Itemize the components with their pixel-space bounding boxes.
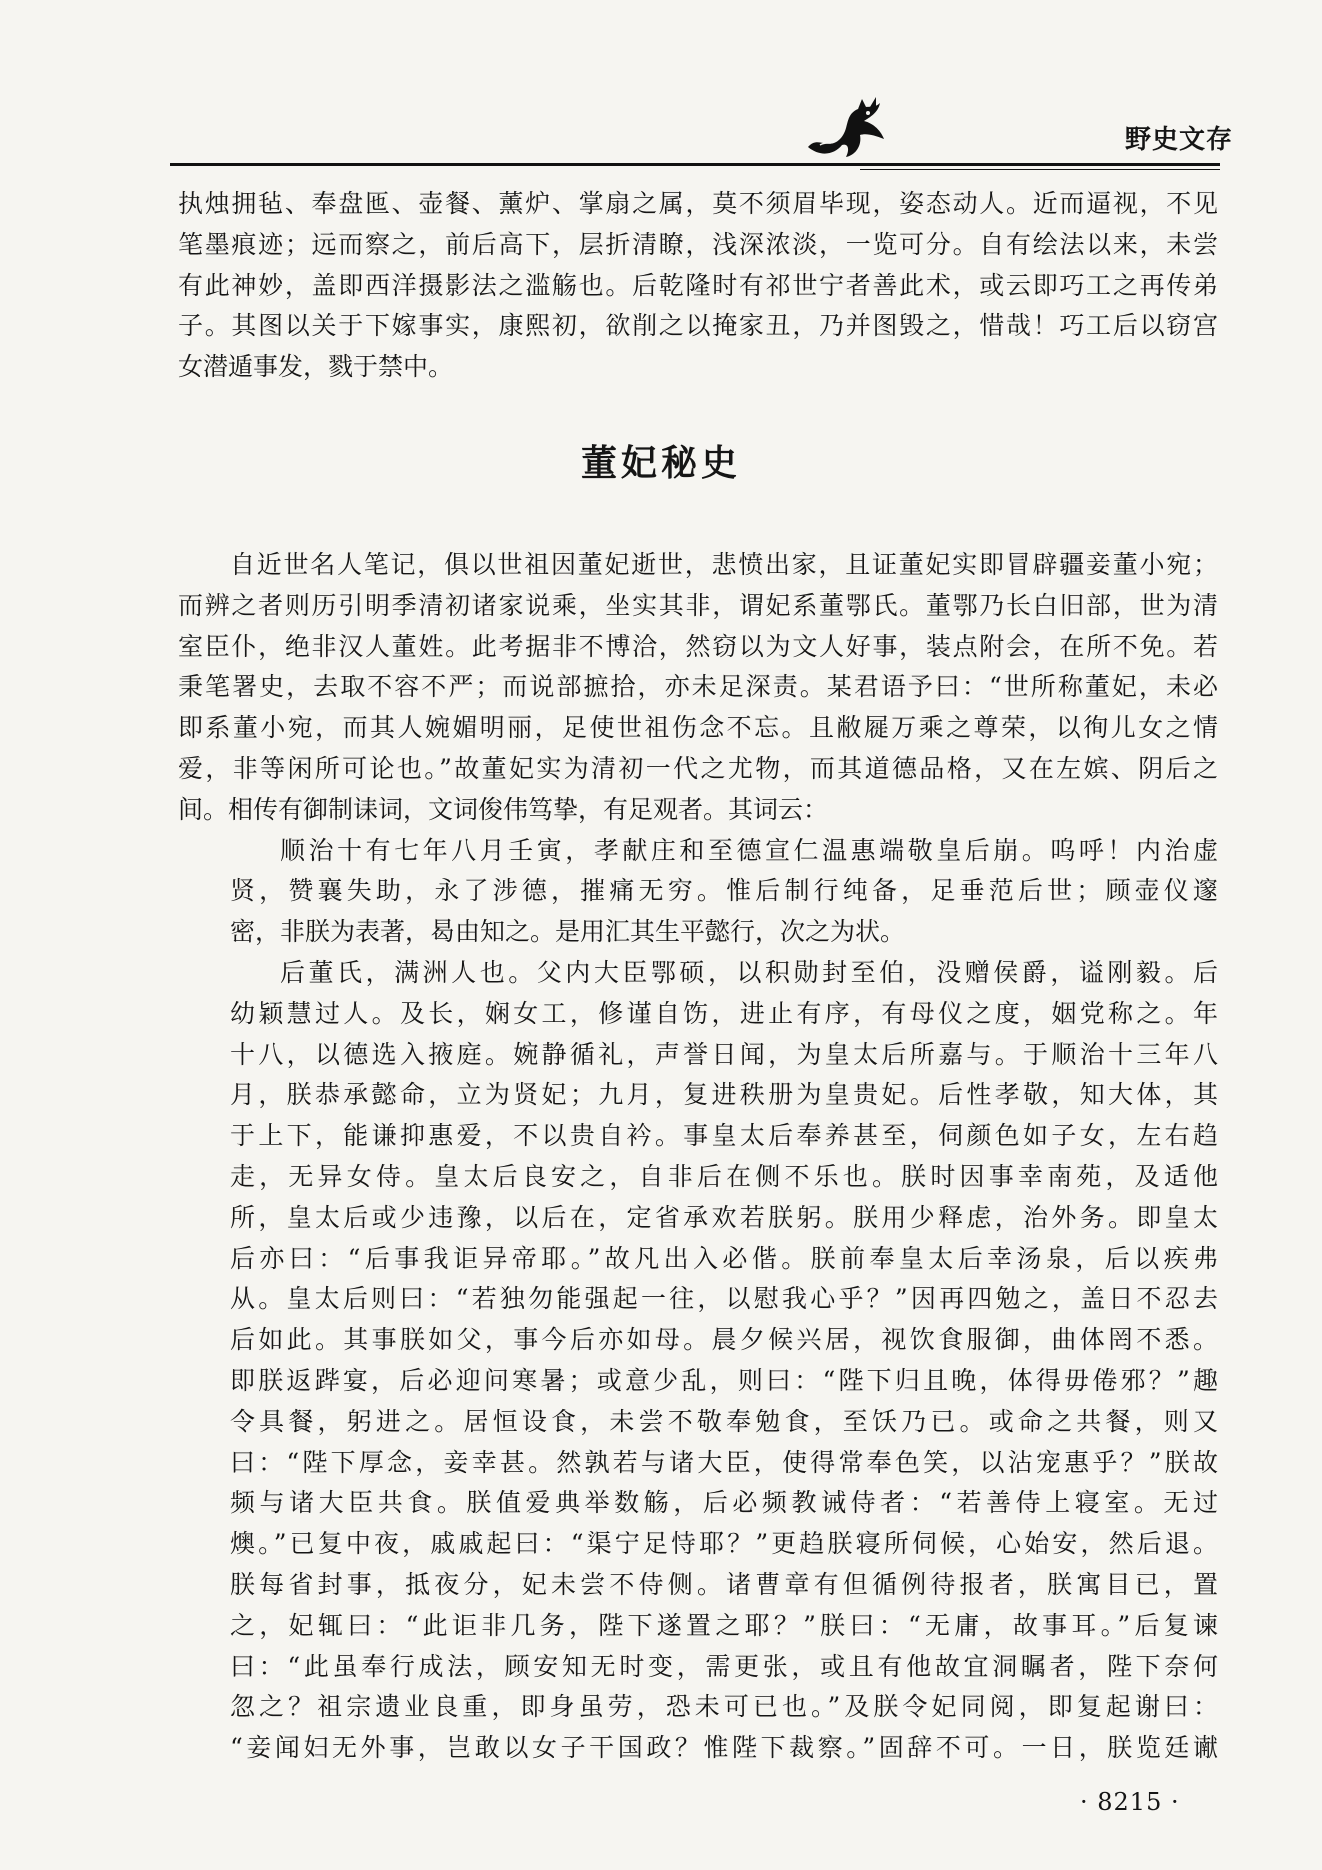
edict-line: 即朕返跸宴，后必迎问寒暑；或意少乱，则曰：“陛下归且晚，体得毋倦邪？”趣 [230, 1365, 1218, 1395]
header-rule [170, 163, 1220, 166]
edict-line: 后亦曰：“后事我讵异帝耶。”故凡出入必偕。朕前奉皇太后幸汤泉，后以疾弗 [230, 1243, 1218, 1273]
text-line: 子。其图以关于下嫁事实，康熙初，欲削之以掩家丑，乃并图毁之，惜哉！巧工后以窃宫 [178, 311, 1218, 341]
dragon-emblem-icon [800, 95, 890, 165]
edict-line: 于上下，能谦抑惠爱，不以贵自衿。事皇太后奉养甚至，伺颜色如子女，左右趋 [230, 1121, 1218, 1151]
edict-line: 之，妃辄曰：“此讵非几务，陛下遂置之耶？”朕曰：“无庸，故事耳。”后复谏 [230, 1610, 1218, 1640]
text-line: 笔墨痕迹；远而察之，前后高下，层折清瞭，浅深浓淡，一览可分。自有绘法以来，未尝 [178, 229, 1218, 259]
page-header [0, 95, 1322, 170]
page-number: · 8215 · [1080, 1788, 1180, 1816]
series-title: 野史文存 [1125, 125, 1234, 155]
text-line: 执烛拥毡、奉盘匜、壶餐、薰炉、掌扇之属，莫不须眉毕现，姿态动人。近而逼视，不见 [178, 189, 1218, 218]
text-line: 爱，非等闲所可论也。”故董妃实为清初一代之尤物，而其道德品格，又在左嫔、阴后之 [178, 753, 1218, 783]
edict-line: 顺治十有七年八月壬寅，孝献庄和至德宣仁温惠端敬皇后崩。呜呼！内治虚 [280, 835, 1218, 865]
edict-line: 密，非朕为表著，曷由知之。是用汇其生平懿行，次之为状。 [230, 917, 906, 947]
article-title: 董妃秘史 [580, 443, 741, 484]
edict-line: 十八，以德选入掖庭。婉静循礼，声誉日闻，为皇太后所嘉与。于顺治十三年八 [230, 1039, 1218, 1069]
edict-line: 曰：“此虽奉行成法，顾安知无时变，需更张，或且有他故宜洞瞩者，陛下奈何 [230, 1651, 1218, 1681]
article-body [178, 545, 1218, 1769]
edict-line: 幼颖慧过人。及长，娴女工，修谨自饬，进止有序，有母仪之度，姻党称之。年 [230, 998, 1218, 1028]
edict-line: 令具餐，躬进之。居恒设食，未尝不敬奉勉食，至饫乃已。或命之共餐，则又 [230, 1406, 1218, 1436]
edict-line: 燠。”已复中夜，戚戚起曰：“渠宁足恃耶？”更趋朕寝所伺候，心始安，然后退。 [230, 1529, 1218, 1559]
text-line: 即系董小宛，而其人婉媚明丽，足使世祖伤念不忘。且敝屣万乘之尊荣，以徇儿女之情 [178, 713, 1218, 743]
text-line: 而辨之者则历引明季清初诸家说乘，坐实其非，谓妃系董鄂氏。董鄂乃长白旧部，世为清 [178, 590, 1218, 620]
text-line: 自近世名人笔记，俱以世祖因董妃逝世，悲愤出家，且证董妃实即冒辟疆妾董小宛； [230, 550, 1218, 579]
edict-line: 忽之？祖宗遗业良重，即身虽劳，恐未可已也。”及朕令妃同阅，即复起谢曰： [230, 1692, 1218, 1722]
text-line: 室臣仆，绝非汉人董姓。此考据非不博洽，然窃以为文人好事，装点附会，在所不免。若 [178, 631, 1218, 661]
continued-paragraph [178, 184, 1218, 388]
edict-line: 朕每省封事，抵夜分，妃未尝不侍侧。诸曹章有但循例待报者，朕寓目已，置 [230, 1569, 1218, 1599]
text-line: 秉笔署史，去取不容不严；而说部摭拾，亦未足深责。某君语予曰：“世所称董妃，未必 [178, 672, 1218, 702]
edict-line: 后如此。其事朕如父，事今后亦如母。晨夕候兴居，视饮食服御，曲体罔不悉。 [230, 1325, 1218, 1355]
edict-line: 贤，赞襄失助，永了涉德，摧痛无穷。惟后制行纯备，足垂范后世；顾壶仪邃 [230, 876, 1218, 906]
edict-line: 频与诸大臣共食。朕值爱典举数觞，后必频教诫侍者：“若善侍上寝室。无过 [230, 1488, 1218, 1518]
edict-line: 曰：“陛下厚念，妾幸甚。然孰若与诸大臣，使得常奉色笑，以沾宠惠乎？”朕故 [230, 1447, 1218, 1477]
edict-line: 走，无异女侍。皇太后良安之，自非后在侧不乐也。朕时因事幸南苑，及适他 [230, 1161, 1218, 1191]
text-line: 有此神妙，盖即西洋摄影法之滥觞也。后乾隆时有祁世宁者善此术，或云即巧工之再传弟 [178, 270, 1218, 300]
edict-line: 所，皇太后或少违豫，以后在，定省承欢若朕躬。朕用少释虑，治外务。即皇太 [230, 1202, 1218, 1232]
edict-line: “妾闻妇无外事，岂敢以女子干国政？惟陛下裁察。”固辞不可。一日，朕览廷谳 [230, 1733, 1218, 1763]
text-line: 女潜遁事发，戮于禁中。 [178, 352, 454, 382]
edict-line: 从。皇太后则曰：“若独勿能强起一往，以慰我心乎？”因再四勉之，盖日不忍去 [230, 1284, 1218, 1314]
edict-line: 后董氏，满洲人也。父内大臣鄂硕，以积勋封至伯，没赠侯爵，谥刚毅。后 [280, 957, 1218, 987]
edict-line: 月，朕恭承懿命，立为贤妃；九月，复进秩册为皇贵妃。后性孝敬，知大体，其 [230, 1080, 1218, 1110]
text-line: 间。相传有御制诔词，文词俊伟笃挚，有足观者。其词云： [178, 794, 829, 824]
header-rule-thin [860, 169, 1220, 170]
